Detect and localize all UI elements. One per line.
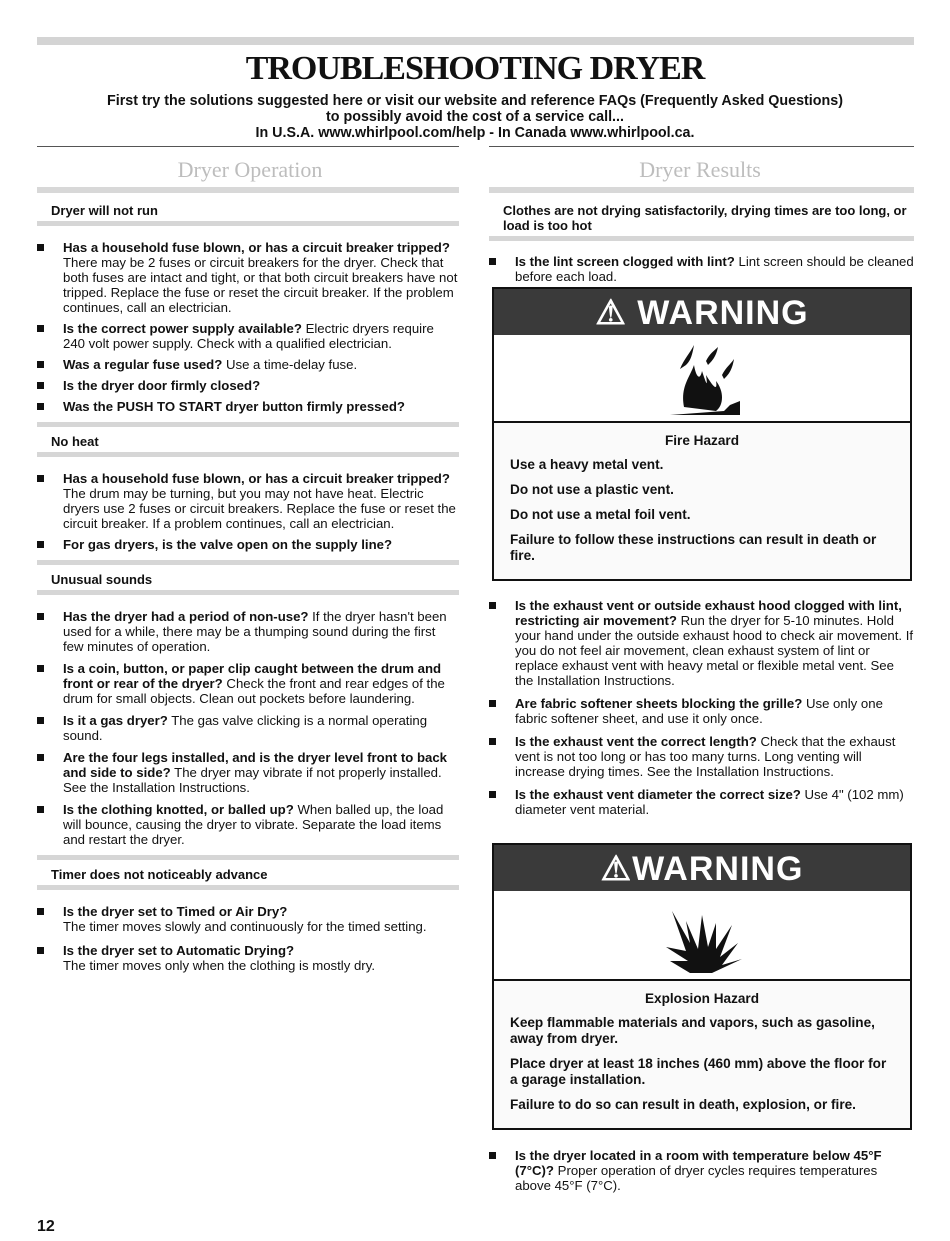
list-item <box>37 904 459 934</box>
question-text: For gas dryers, is the valve open on the supply line? <box>63 537 393 552</box>
question-text: Are the four legs installed, and is the dryer level front to back and side to side? <box>63 750 447 780</box>
warning-box-explosion <box>492 843 912 1130</box>
subhead: No heat <box>51 434 99 449</box>
subhead: Dryer will not run <box>51 203 158 218</box>
intro-line-1: First try the solutions suggested here or visit our website and reference FAQs (Frequently Asked Questions) <box>107 93 843 109</box>
warning-line: Failure to follow these instructions can result in death or fire. <box>510 532 877 563</box>
list-item <box>37 661 459 706</box>
question-text: Is the exhaust vent diameter the correct size? <box>515 787 801 802</box>
tips-list <box>37 471 459 552</box>
subhead-rule <box>37 885 459 890</box>
page-title: TROUBLESHOOTING DRYER <box>245 50 705 87</box>
question-text: Is the dryer door firmly closed? <box>63 378 261 393</box>
list-item <box>489 696 914 726</box>
section-heading-dryer-results: Dryer Results <box>639 157 761 182</box>
question-text: Is the exhaust vent the correct length? <box>515 734 757 749</box>
question-text: Has a household fuse blown, or has a circuit breaker tripped? <box>63 471 450 486</box>
answer-text: Check the front and rear edges of the drum for small objects. Clean out pockets before laundering. <box>63 676 445 706</box>
answer-text: Electric dryers require 240 volt power supply. Check with a qualified electrician. <box>63 321 434 351</box>
subhead-rule <box>37 221 459 226</box>
list-item <box>489 734 914 779</box>
question-text: Is the dryer set to Automatic Drying? <box>63 943 295 958</box>
question-text: Is the lint screen clogged with lint? <box>515 254 735 269</box>
answer-text: Use only one fabric softener sheet, and use it only once. <box>515 696 883 726</box>
answer-text: The gas valve clicking is a normal operating sound. <box>63 713 428 743</box>
question-text: Are fabric softener sheets blocking the grille? <box>515 696 803 711</box>
group-rule <box>37 422 459 427</box>
list-item <box>37 357 459 372</box>
divider <box>489 146 914 147</box>
warning-line: Use a heavy metal vent. <box>510 457 664 472</box>
warning-line: Do not use a plastic vent. <box>510 482 674 497</box>
tips-list <box>37 904 459 973</box>
list-item <box>37 609 459 654</box>
divider <box>37 146 459 147</box>
answer-text: Use 4" (102 mm) diameter vent material. <box>515 787 904 817</box>
question-text: Is it a gas dryer? <box>63 713 168 728</box>
answer-text: The timer moves slowly and continuously for the timed setting. <box>63 919 427 934</box>
question-text: Is the clothing knotted, or balled up? <box>63 802 294 817</box>
question-text: Is a coin, button, or paper clip caught between the drum and front or rear of the dryer? <box>63 661 442 691</box>
question-text: Is the dryer set to Timed or Air Dry? <box>63 904 288 919</box>
warning-box-fire <box>492 287 912 581</box>
answer-text: Proper operation of dryer cycles requires temperatures above 45°F (7°C). <box>515 1163 878 1193</box>
list-item <box>37 537 459 552</box>
question-text: Was the PUSH TO START dryer button firmly pressed? <box>63 399 405 414</box>
hazard-title: Fire Hazard <box>664 433 740 448</box>
warning-line: Do not use a metal foil vent. <box>510 507 691 522</box>
answer-text: Lint screen should be cleaned before each load. <box>515 254 914 284</box>
right-column-bottom <box>489 1148 914 1199</box>
subhead-rule <box>37 452 459 457</box>
answer-text: There may be 2 fuses or circuit breakers for the dryer. Check that both fuses are intact and tight, or that both circuit breakers have not tripped. Replace the fuse or reset the circuit breaker. If the problem continues, call an electrician. <box>63 255 458 315</box>
answer-text: Use a time-delay fuse. <box>222 357 358 372</box>
tips-list <box>489 1148 914 1193</box>
list-item <box>37 943 459 973</box>
section-heading-dryer-operation: Dryer Operation <box>177 157 323 182</box>
warning-banner: ⚠WARNING <box>494 845 910 891</box>
tips-list <box>37 609 459 847</box>
question-text: Was a regular fuse used? <box>63 357 223 372</box>
page-number: 12 <box>37 1218 55 1235</box>
list-item <box>37 802 459 847</box>
list-item <box>37 240 459 315</box>
subhead: Timer does not noticeably advance <box>51 867 268 882</box>
warning-line: Keep flammable materials and vapors, such as gasoline, away from dryer. <box>510 1015 875 1046</box>
intro-line-2: to possibly avoid the cost of a service call... <box>326 109 624 125</box>
list-item <box>37 471 459 531</box>
subhead-rule <box>489 236 914 241</box>
subhead-rule <box>37 590 459 595</box>
warning-text <box>494 423 910 579</box>
list-item <box>37 321 459 351</box>
question-text: Is the exhaust vent or outside exhaust hood clogged with lint, restricting air movement? <box>515 598 902 628</box>
right-column-middle <box>489 598 914 825</box>
list-item <box>37 378 459 393</box>
tips-list <box>489 598 914 817</box>
group-rule <box>37 855 459 860</box>
answer-text: Run the dryer for 5-10 minutes. Hold your hand under the outside exhaust hood to check air movement. If you do not feel air movement, clean exhaust system of lint or replace exhaust vent with heavy metal or flexible metal vent. See the Installation Instructions. <box>515 613 914 688</box>
top-band <box>37 37 914 45</box>
hazard-title: Explosion Hazard <box>644 991 760 1006</box>
subhead-clothes-not-drying: Clothes are not drying satisfactorily, drying times are too long, or load is too hot <box>503 203 907 233</box>
list-item <box>37 750 459 795</box>
question-text: Has a household fuse blown, or has a circuit breaker tripped? <box>63 240 450 255</box>
fire-hazard-icon-area <box>494 335 910 423</box>
warning-line: Place dryer at least 18 inches (460 mm) above the floor for a garage installation. <box>510 1056 887 1087</box>
section-band <box>37 187 459 193</box>
warning-banner: ⚠ WARNING <box>494 289 910 335</box>
group-rule <box>37 560 459 565</box>
answer-text: When balled up, the load will bounce, causing the dryer to vibrate. Separate the load items and restart the dryer. <box>63 802 444 847</box>
intro-text <box>40 93 910 141</box>
list-item <box>489 598 914 688</box>
fire-hazard-icon <box>494 335 910 421</box>
explosion-hazard-icon-area <box>494 891 910 981</box>
list-item <box>37 713 459 743</box>
list-item <box>37 399 459 414</box>
right-column <box>489 203 914 290</box>
answer-text: Check that the exhaust vent is not too long or has too many turns. Long venting will increase drying times. See the Installation Instructions. <box>515 734 896 779</box>
section-band <box>489 187 914 193</box>
tips-list <box>489 254 914 284</box>
intro-line-3: In U.S.A. www.whirlpool.com/help - In Canada www.whirlpool.ca. <box>255 125 695 141</box>
answer-text: If the dryer hasn't been used for a while, there may be a thumping sound during the first few minutes of operation. <box>63 609 447 654</box>
subhead: Unusual sounds <box>51 572 153 587</box>
explosion-hazard-icon <box>494 891 910 979</box>
tips-list <box>37 240 459 414</box>
question-text: Is the correct power supply available? <box>63 321 302 336</box>
warning-text <box>494 981 910 1128</box>
answer-text: The drum may be turning, but you may not have heat. Electric dryers use 2 fuses or circuit breakers. Replace the fuse or reset the circuit breaker. If a problem continues, call an electrician. <box>63 486 456 531</box>
warning-line: Failure to do so can result in death, explosion, or fire. <box>510 1097 856 1112</box>
list-item <box>489 787 914 817</box>
list-item <box>489 1148 914 1193</box>
question-text: Has the dryer had a period of non-use? <box>63 609 309 624</box>
answer-text: The timer moves only when the clothing is mostly dry. <box>63 958 375 973</box>
answer-text: The dryer may vibrate if not properly installed. See the Installation Instructions. <box>63 765 442 795</box>
question-text: Is the dryer located in a room with temperature below 45°F (7°C)? <box>515 1148 882 1178</box>
list-item <box>489 254 914 284</box>
left-column <box>37 203 459 982</box>
